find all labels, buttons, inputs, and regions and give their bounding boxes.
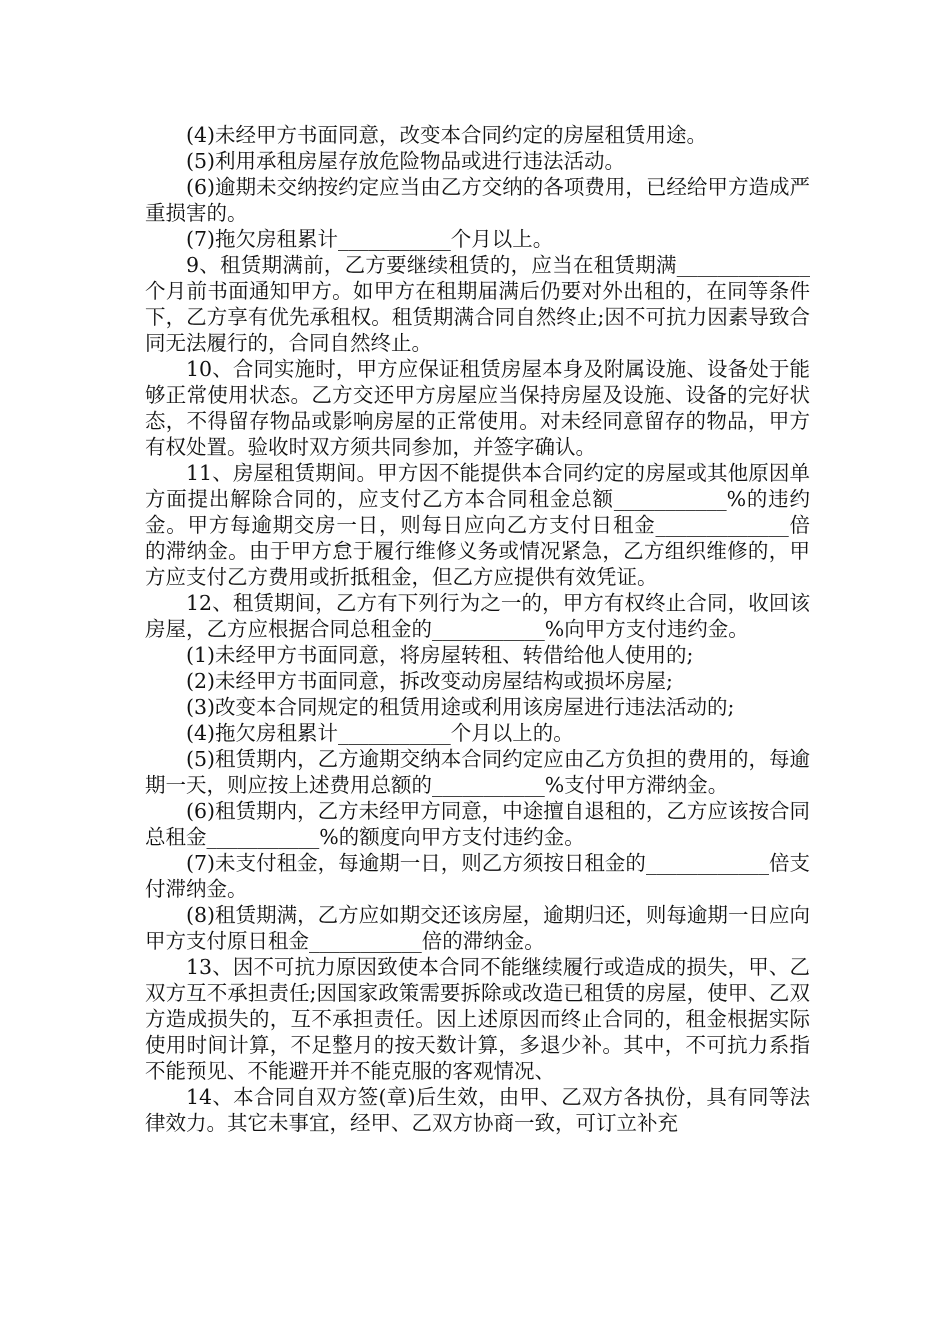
- breach-item-7-unpaid-rent: (7)未支付租金，每逾期一日，则乙方须按日租金的____________倍支付滞纳金。: [145, 851, 810, 901]
- clause-4-change-use: (4)未经甲方书面同意，改变本合同约定的房屋租赁用途。: [186, 123, 708, 147]
- clause-5-dangerous-goods: (5)利用承租房屋存放危险物品或进行违法活动。: [186, 149, 626, 173]
- breach-item-1-sublet: (1)未经甲方书面同意，将房屋转租、转借给他人使用的;: [186, 643, 694, 667]
- breach-item-2-alteration: (2)未经甲方书面同意，拆改变动房屋结构或损坏房屋;: [186, 669, 673, 693]
- breach-item-4-rent-arrears: (4)拖欠房租累计___________个月以上的。: [186, 721, 574, 745]
- article-11-landlord-breach: 11、房屋租赁期间。甲方因不能提供本合同约定的房屋或其他原因单方面提出解除合同的，应支付乙方本合同租金总额___________%的违约金。甲方每逾期交房一日，则每日应向乙方支付日租金_____________倍的滞纳金。由于甲方怠于履行维修义务或情况紧急，乙方组织维修的，甲方应支付乙方费用或折抵租金，但乙方应提供有效凭证。: [145, 461, 810, 589]
- breach-item-6-early-termination: (6)租赁期内，乙方未经甲方同意，中途擅自退租的，乙方应该按合同总租金___________%的额度向甲方支付违约金。: [145, 799, 810, 849]
- article-14-effectiveness: 14、本合同自双方签(章)后生效，由甲、乙双方各执份，具有同等法律效力。其它未事宜，经甲、乙双方协商一致，可订立补充: [145, 1085, 810, 1135]
- contract-body: [145, 122, 810, 1136]
- breach-item-3-illegal-use: (3)改变本合同规定的租赁用途或利用该房屋进行违法活动的;: [186, 695, 735, 719]
- clause-6-overdue-fees: (6)逾期未交纳按约定应当由乙方交纳的各项费用，已经给甲方造成严重损害的。: [145, 175, 810, 225]
- article-9-renewal: 9、租赁期满前，乙方要继续租赁的，应当在租赁期满_____________个月前书面通知甲方。如甲方在租期届满后仍要对外出租的，在同等条件下，乙方享有优先承租权。租赁期满合同自然终止;因不可抗力因素导致合同无法履行的，合同自然终止。: [145, 253, 810, 355]
- article-12-tenant-breach: 12、租赁期间，乙方有下列行为之一的，甲方有权终止合同，收回该房屋，乙方应根据合同总租金的___________%向甲方支付违约金。: [145, 591, 810, 641]
- article-13-force-majeure: 13、因不可抗力原因致使本合同不能继续履行或造成的损失，甲、乙双方互不承担责任;因国家政策需要拆除或改造已租赁的房屋，使甲、乙双方造成损失的，互不承担责任。因上述原因而终止合同的，租金根据实际使用时间计算，不足整月的按天数计算，多退少补。其中，不可抗力系指不能预见、不能避开并不能克服的客观情况、: [145, 955, 810, 1083]
- breach-item-5-late-fees: (5)租赁期内，乙方逾期交纳本合同约定应由乙方负担的费用的，每逾期一天，则应按上述费用总额的___________%支付甲方滞纳金。: [145, 747, 810, 797]
- clause-7-rent-arrears: (7)拖欠房租累计___________个月以上。: [186, 227, 554, 251]
- article-10-handover: 10、合同实施时，甲方应保证租赁房屋本身及附属设施、设备处于能够正常使用状态。乙方交还甲方房屋应当保持房屋及设施、设备的完好状态，不得留存物品或影响房屋的正常使用。对未经同意留存的物品，甲方有权处置。验收时双方须共同参加，并签字确认。: [145, 357, 810, 459]
- breach-item-8-late-return: (8)租赁期满，乙方应如期交还该房屋，逾期归还，则每逾期一日应向甲方支付原日租金___________倍的滞纳金。: [145, 903, 810, 953]
